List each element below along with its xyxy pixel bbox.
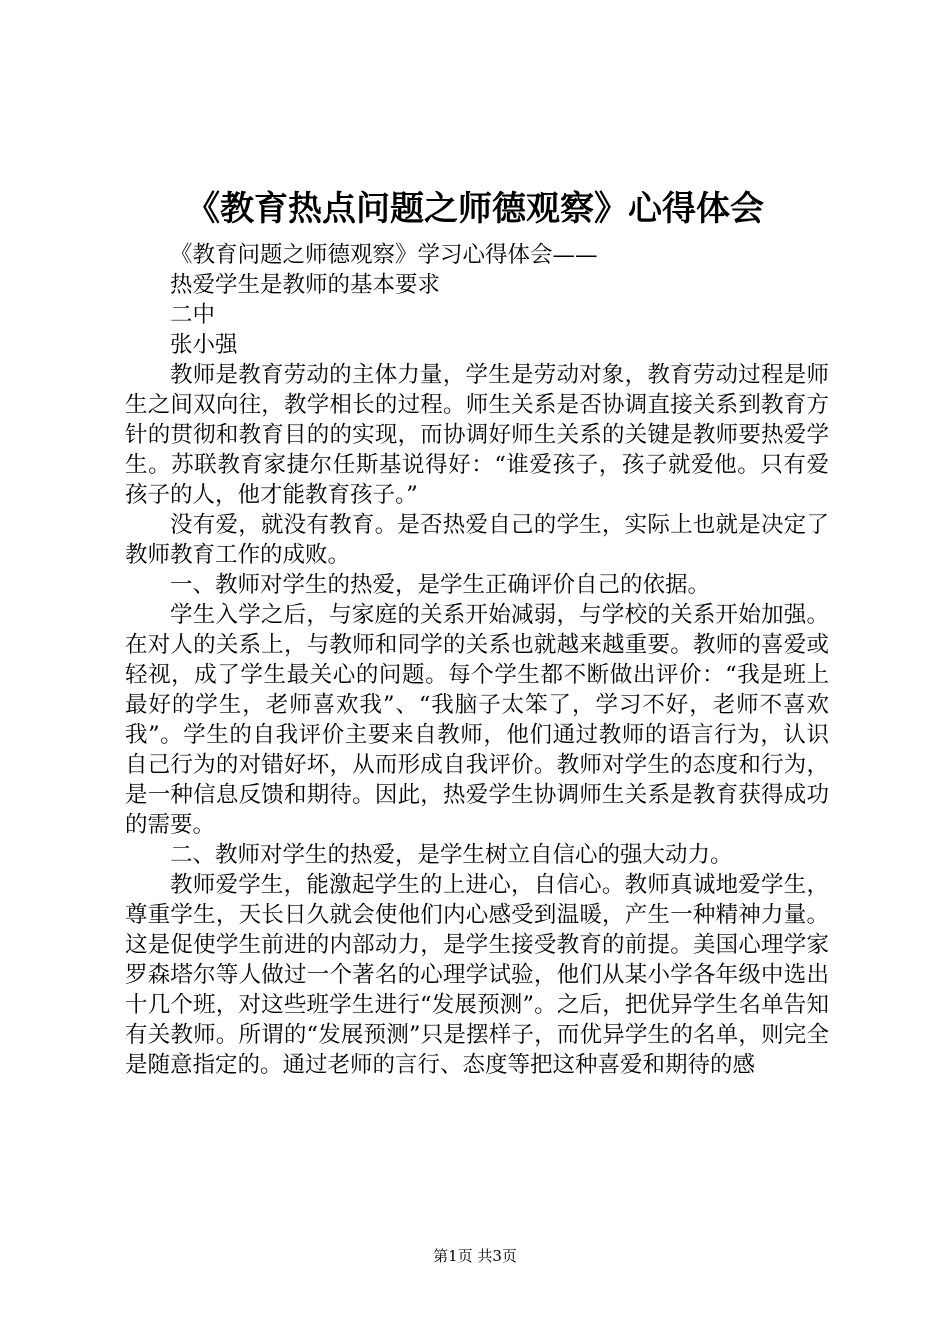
author-line: 张小强 [170, 332, 238, 358]
body-paragraph: 教师是教育劳动的主体力量，学生是劳动对象，教育劳动过程是师生之间双向往，教学相长的过程。师生关系是否协调直接关系到教育方针的贯彻和教育目的的实现，而协调好师生关系的关键是教师要热爱学生。苏联教育家捷尔任斯基说得好：“谁爱孩子，孩子就爱他。只有爱孩子的人，他才能教育孩子。” [125, 362, 829, 508]
page-footer: 第1页 共3页 [433, 1247, 517, 1265]
subtitle-line: 《教育问题之师德观察》学习心得体会—— [170, 242, 598, 268]
school-line: 二中 [170, 302, 216, 328]
section-heading: 一、教师对学生的热爱，是学生正确评价自己的依据。 [170, 572, 711, 598]
section-heading: 二、教师对学生的热爱，是学生树立自信心的强大动力。 [170, 842, 733, 868]
subtitle-line: 热爱学生是教师的基本要求 [170, 272, 441, 298]
body-paragraph: 学生入学之后，与家庭的关系开始减弱，与学校的关系开始加强。在对人的关系上，与教师和同学的关系也就越来越重要。教师的喜爱或轻视，成了学生最关心的问题。每个学生都不断做出评价：“我是班上最好的学生，老师喜欢我”、“我脑子太笨了，学习不好，老师不喜欢我”。学生的自我评价主要来自教师，他们通过教师的语言行为，认识自己行为的对错好坏，从而形成自我评价。教师对学生的态度和行为，是一种信息反馈和期待。因此，热爱学生协调师生关系是教育获得成功的需要。 [125, 602, 829, 838]
body-paragraph: 没有爱，就没有教育。是否热爱自己的学生，实际上也就是决定了教师教育工作的成败。 [125, 512, 829, 568]
document-title: 《教育热点问题之师德观察》心得体会 [186, 189, 764, 229]
body-paragraph: 教师爱学生，能激起学生的上进心，自信心。教师真诚地爱学生，尊重学生，天长日久就会使他们内心感受到温暖，产生一种精神力量。这是促使学生前进的内部动力，是学生接受教育的前提。美国心理学家罗森塔尔等人做过一个著名的心理学试验，他们从某小学各年级中选出十几个班，对这些班学生进行“发展预测”。之后，把优异学生名单告知有关教师。所谓的“发展预测”只是摆样子，而优异学生的名单，则完全是随意指定的。通过老师的言行、态度等把这种喜爱和期待的感 [125, 872, 829, 1078]
document-body [125, 240, 829, 1080]
